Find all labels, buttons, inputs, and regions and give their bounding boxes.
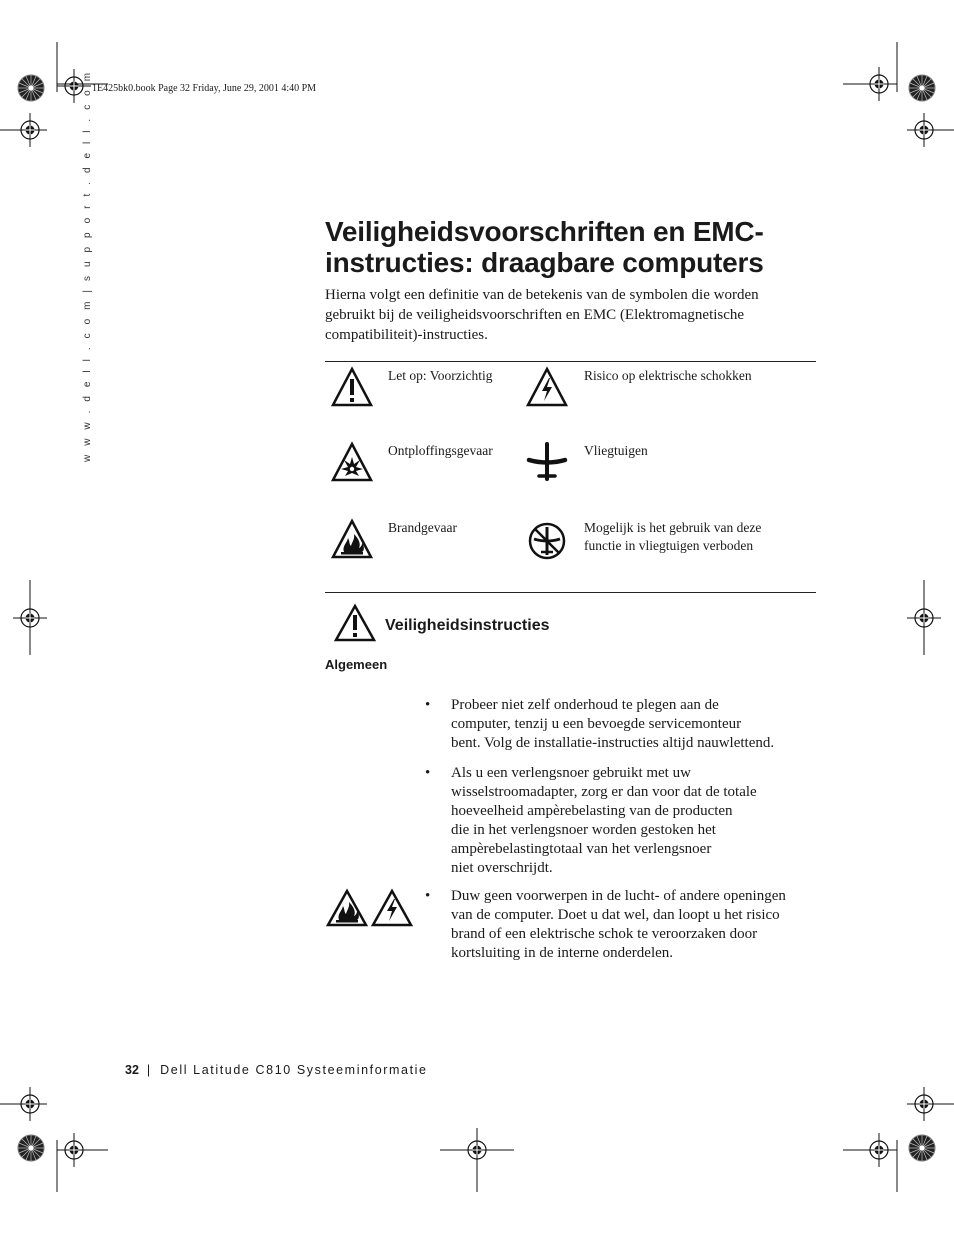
no-aircraft-use-icon [527,521,567,561]
intro-line: Hierna volgt een definitie van de betekenis van de symbolen die worden [325,287,759,303]
aircraft-icon [526,441,568,483]
list-item-line: kortsluiting in de interne onderdelen. [451,945,674,961]
footer-separator: | [146,1063,151,1077]
caution-icon [330,366,374,408]
list-item-line: brand of een elektrische schok te veroorzaken door [451,926,758,942]
explosion-label: Ontploffingsgevaar [388,443,493,458]
bullet-marker: • [425,697,431,713]
list-item-line: computer, tenzij u een bevoegde servicemonteur [451,716,742,732]
no-aircraft-use-label-line: functie in vliegtuigen verboden [584,538,754,553]
list-item-line: ampèrebelastingtotaal van het verlengsnoer [451,841,712,857]
list-item-text [451,696,811,753]
list-item-text [451,887,811,963]
intro-line: gebruikt bij de veiligheidsvoorschriften en EMC (Elektromagnetische [325,307,745,323]
bullet-marker: • [425,765,431,781]
list-item-line: die in het verlengsnoer worden gestoken het [451,822,716,838]
fire-hazard-label: Brandgevaar [388,520,457,535]
list-item-text [451,764,811,878]
electric-shock-icon [370,888,414,928]
divider-top [325,361,816,362]
caution-label: Let op: Voorzichtig [388,368,493,383]
list-item-line: Probeer niet zelf onderhoud te plegen aan de [451,697,719,713]
list-item-line: Duw geen voorwerpen in de lucht- of andere openingen [451,888,786,904]
intro-line: compatibiliteit)-instructies. [325,327,488,343]
safety-heading: Veiligheidsinstructies [385,617,550,634]
electric-shock-label: Risico op elektrische schokken [584,368,752,383]
website-side-text: w w w . d e l l . c o m | s u p p o r t . d e l l . c o m [82,69,93,462]
footer-doc-title: Dell Latitude C810 Systeeminformatie [160,1063,428,1077]
list-item-line: bent. Volg de installatie-instructies altijd nauwlettend. [451,735,775,751]
list-item-line: hoeveelheid ampèrebelasting van de producten [451,803,733,819]
explosion-icon [330,441,374,483]
list-item-line: wisselstroomadapter, zorg er dan voor dat de totale [451,784,757,800]
aircraft-label: Vliegtuigen [584,443,648,458]
print-info-header: 1E425bk0.book Page 32 Friday, June 29, 2001 4:40 PM [92,83,317,94]
electric-shock-icon [525,366,569,408]
page-title [325,216,825,278]
page-footer [125,1063,428,1077]
safety-subheading: Algemeen [325,657,388,672]
divider-bottom [325,592,816,593]
bullet-marker: • [425,888,431,904]
fire-hazard-icon [325,888,369,928]
fire-hazard-icon [330,518,374,560]
no-aircraft-use-label [584,519,761,555]
page-number: 32 [125,1063,139,1077]
list-item-line: Als u een verlengsnoer gebruikt met uw [451,765,691,781]
intro-paragraph [325,285,805,345]
list-item-line: van de computer. Doet u dat wel, dan loopt u het risico [451,907,780,923]
page-title-line: Veiligheidsvoorschriften en EMC- [325,216,764,247]
list-item-line: niet overschrijdt. [451,860,553,876]
caution-icon [333,603,377,643]
page-title-line: instructies: draagbare computers [325,247,764,278]
no-aircraft-use-label-line: Mogelijk is het gebruik van deze [584,520,762,535]
